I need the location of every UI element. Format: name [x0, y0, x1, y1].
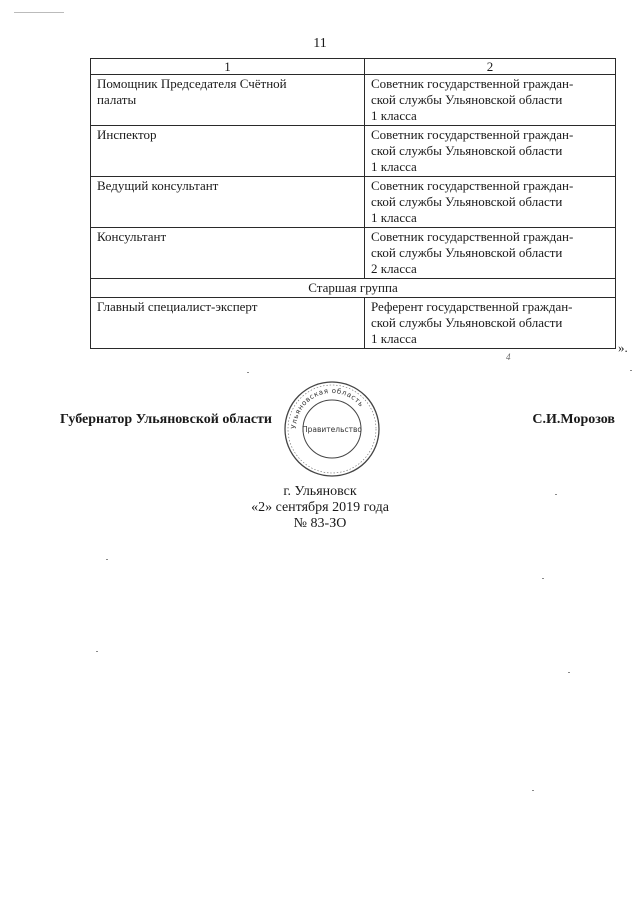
scan-speck: [555, 494, 557, 495]
official-seal: [283, 380, 381, 478]
rank-line: 1 класса: [371, 331, 417, 346]
rank-line: Советник государственной граждан-: [371, 229, 574, 244]
rank-cell: [365, 75, 616, 126]
scan-speck: [542, 578, 544, 579]
rank-line: Советник государственной граждан-: [371, 76, 574, 91]
rank-cell: [365, 126, 616, 177]
page-number: 11: [313, 36, 327, 51]
rank-line: 1 класса: [371, 108, 417, 123]
rank-line: Советник государственной граждан-: [371, 178, 574, 193]
position-cell: Ведущий консультант: [91, 177, 365, 228]
group-header-row: [91, 279, 616, 298]
table-row: [91, 177, 616, 228]
scan-speck: [14, 12, 64, 13]
seal-center-text: Правительство: [302, 425, 362, 434]
table-row: [91, 298, 616, 349]
seal-ring-text: Ульяновская область: [289, 386, 366, 430]
table-header-row: [91, 59, 616, 75]
governor-title: Губернатор Ульяновской области: [60, 412, 272, 427]
scan-speck: [106, 559, 108, 560]
positions-table: [90, 58, 616, 349]
column-header-2: 2: [365, 59, 616, 75]
rank-line: 1 класса: [371, 159, 417, 174]
rank-line: ской службы Ульяновской области: [371, 245, 563, 260]
scan-speck: [532, 790, 534, 791]
table-row: [91, 126, 616, 177]
city: г. Ульяновск: [283, 484, 357, 499]
rank-line: ской службы Ульяновской области: [371, 143, 563, 158]
scan-speck: [568, 672, 570, 673]
rank-cell: [365, 177, 616, 228]
scan-speck: [630, 370, 632, 371]
law-date: «2» сентября 2019 года: [251, 500, 389, 515]
column-header-1: 1: [91, 59, 365, 75]
rank-line: ской службы Ульяновской области: [371, 194, 563, 209]
rank-line: Советник государственной граждан-: [371, 127, 574, 142]
position-line: палаты: [97, 92, 137, 107]
scan-speck: [247, 372, 249, 373]
rank-line: ской службы Ульяновской области: [371, 315, 563, 330]
position-cell: Главный специалист-эксперт: [91, 298, 365, 349]
position-cell: Консультант: [91, 228, 365, 279]
table-row: [91, 228, 616, 279]
governor-name: С.И.Морозов: [532, 412, 615, 427]
law-number: № 83-ЗО: [293, 516, 347, 531]
group-label: Старшая группа: [91, 279, 616, 298]
closing-quote-mark: ».: [618, 340, 628, 355]
position-cell: [91, 75, 365, 126]
rank-line: Референт государственной граждан-: [371, 299, 573, 314]
stray-handwritten-mark: 4: [506, 352, 511, 362]
rank-line: ской службы Ульяновской области: [371, 92, 563, 107]
rank-cell: [365, 228, 616, 279]
scan-speck: [96, 651, 98, 652]
table-row: [91, 75, 616, 126]
position-line: Помощник Председателя Счётной: [97, 76, 287, 91]
rank-cell: [365, 298, 616, 349]
rank-line: 1 класса: [371, 210, 417, 225]
position-cell: Инспектор: [91, 126, 365, 177]
place-and-date-block: [0, 484, 640, 532]
rank-line: 2 класса: [371, 261, 417, 276]
